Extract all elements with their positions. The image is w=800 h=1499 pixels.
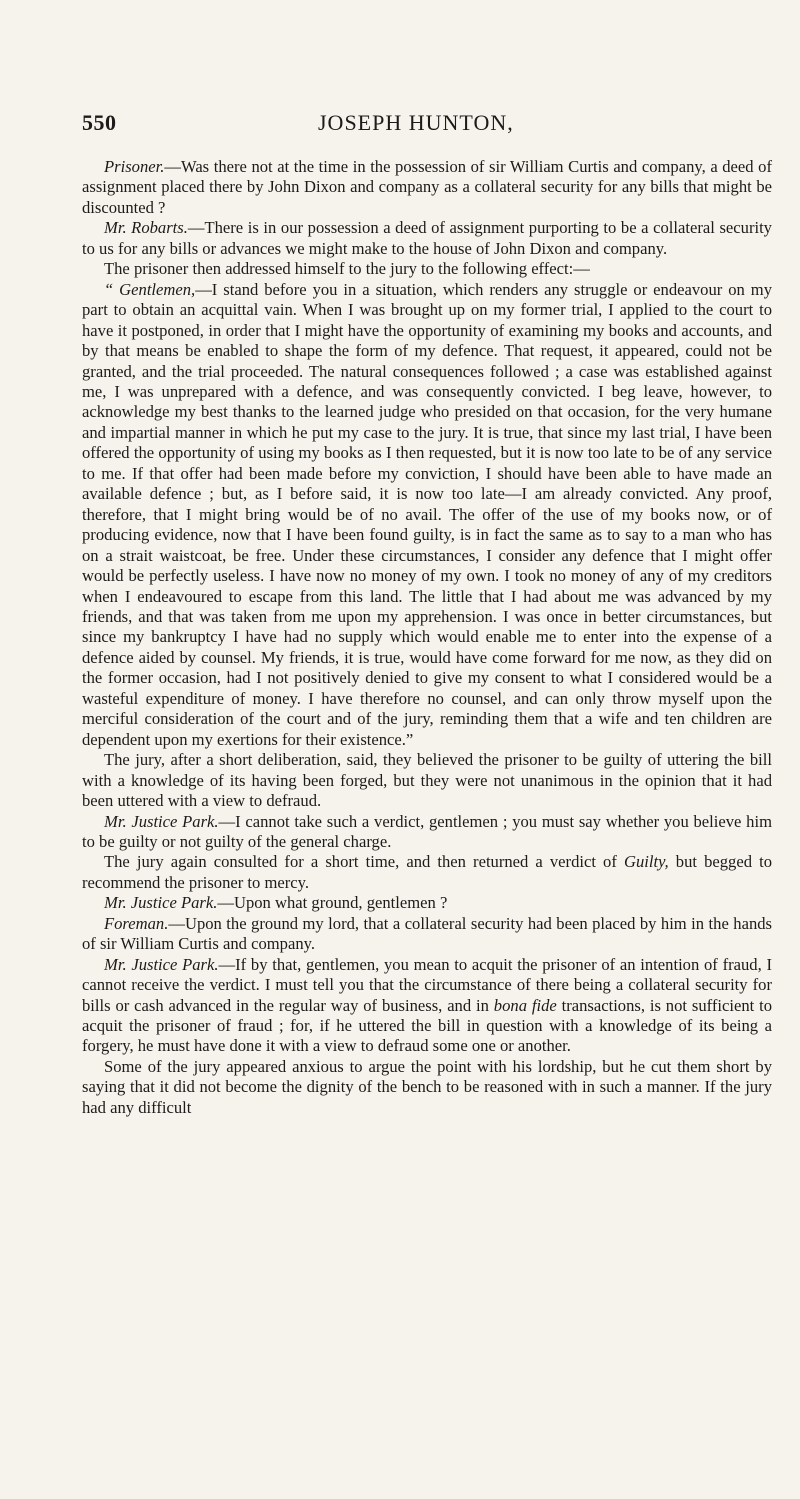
paragraph-text: —There is in our possession a deed of assignment purporting to be a collateral security to us for any bills or advances we might make to the house of John Dixon and company. xyxy=(82,218,772,258)
paragraph-text: The jury, after a short deliberation, said, they believed the prisoner to be guilty of uttering the bill with a knowledge of its having been forged, but they were not unanimous in the opinion that it had been uttered with a view to defraud. xyxy=(82,750,772,811)
speaker-label: “ Gentlemen, xyxy=(104,279,196,299)
speaker-label: Foreman. xyxy=(104,913,169,933)
paragraph-text: but begged to recommend the prisoner to mercy. xyxy=(82,852,772,892)
paragraph-text: —I cannot take such a verdict, gentlemen ; you must say whether you believe him to be guilty or not guilty of the general charge. xyxy=(82,811,772,851)
page-number: 550 xyxy=(82,110,117,135)
speaker-label: Mr. Robarts. xyxy=(104,218,188,238)
running-title: JOSEPH HUNTON, xyxy=(318,110,514,135)
paragraph xyxy=(82,157,772,218)
speaker-label: Mr. Justice Park. xyxy=(104,811,219,831)
paragraph-text: —Upon the ground my lord, that a collateral security had been placed by him in the hands of sir William Curtis and company. xyxy=(82,913,772,954)
paragraph-text: —Upon what ground, gentlemen ? xyxy=(217,893,448,913)
italic-phrase: bona fide xyxy=(493,995,557,1015)
paragraph xyxy=(82,893,772,913)
paragraph-text: —I stand before you in a situation, which renders any struggle or endeavour on my part to obtain an acquittal vain. When I was brought up on my former trial, I applied to the court to have it postponed, in order that I might have the opportunity of examining my books and accounts, and by that means be enabled to shape the form of my defence. That request, it appeared, could not be granted, and the trial proceeded. The natural consequences followed ; a case was established against me, I was unprepared with a defence, and was consequently convicted. I beg leave, however, to acknowledge my best thanks to the learned judge who presided on that occasion, for the very humane and impartial manner in which he put my case to the jury. It is true, that since my last trial, I have been offered the opportunity of using my books as I then requested, but it is now too late to be of any service to me. If that offer had been made before my conviction, I should have been able to have made an available defence ; but, as I before said, it is now too late—I am already convicted. Any proof, therefore, that I might bring would be of no avail. The offer of the use of my books now, or of producing evidence, now that I have been found guilty, is in fact the same as to say to a man who has on a strait waistcoat, be free. Under these circumstances, I consider any defence that I might offer would be perfectly useless. I have now no money of my own. I took no money of any of my creditors when I endeavoured to escape from this land. The little that I had about me was advanced by my friends, and that was taken from me upon my apprehension. I was once in better circumstances, but since my bankruptcy I have had no supply which would enable me to enter into the expense of a defence aided by counsel. My friends, it is true, would have come forward for me now, as they did on the former occasion, had I not positively denied to give my consent to what I considered would be a wasteful expenditure of money. I have therefore no counsel, and can only throw myself upon the merciful consideration of the court and of the jury, reminding them that a wife and ten children are dependent upon my exertions for their existence.” xyxy=(82,279,772,749)
running-head xyxy=(0,110,800,140)
speaker-label: Mr. Justice Park. xyxy=(104,893,218,913)
paragraph xyxy=(82,852,772,893)
speaker-label: Prisoner. xyxy=(104,157,165,176)
paragraph xyxy=(82,259,772,279)
paragraph-text: The jury again consulted for a short time, and then returned a verdict of xyxy=(104,852,624,872)
paragraph xyxy=(82,1057,772,1118)
paragraph-text: —Was there not at the time in the possession of sir William Curtis and company, a deed of assignment placed there by John Dixon and company as a collateral security for any bills that might be discounted ? xyxy=(82,157,772,217)
paragraph xyxy=(82,955,772,1057)
paragraph-text: transactions, is not sufficient to acquit the prisoner of fraud ; for, if he uttered the bill in question with a knowledge of its being a forgery, he must have done it with a view to defraud some one or another. xyxy=(82,995,772,1056)
paragraph-text: The prisoner then addressed himself to the jury to the following effect:— xyxy=(104,259,590,279)
paragraph xyxy=(82,218,772,259)
paragraph-text: —If by that, gentlemen, you mean to acquit the prisoner of an intention of fraud, I cannot receive the verdict. I must tell you that the circumstance of there being a collateral security for bills or cash advanced in the regular way of business, and in xyxy=(82,954,772,1015)
italic-verdict: Guilty, xyxy=(623,852,669,872)
paragraph xyxy=(82,750,772,811)
paragraph xyxy=(82,280,772,750)
paragraph xyxy=(82,812,772,853)
speaker-label: Mr. Justice Park. xyxy=(104,954,219,974)
paragraph-text: Some of the jury appeared anxious to argue the point with his lordship, but he cut them short by saying that it did not become the dignity of the bench to be reasoned with in such a manner. If the jury had any difficult xyxy=(82,1056,772,1117)
paragraph xyxy=(82,914,772,955)
body-text xyxy=(82,157,772,1118)
